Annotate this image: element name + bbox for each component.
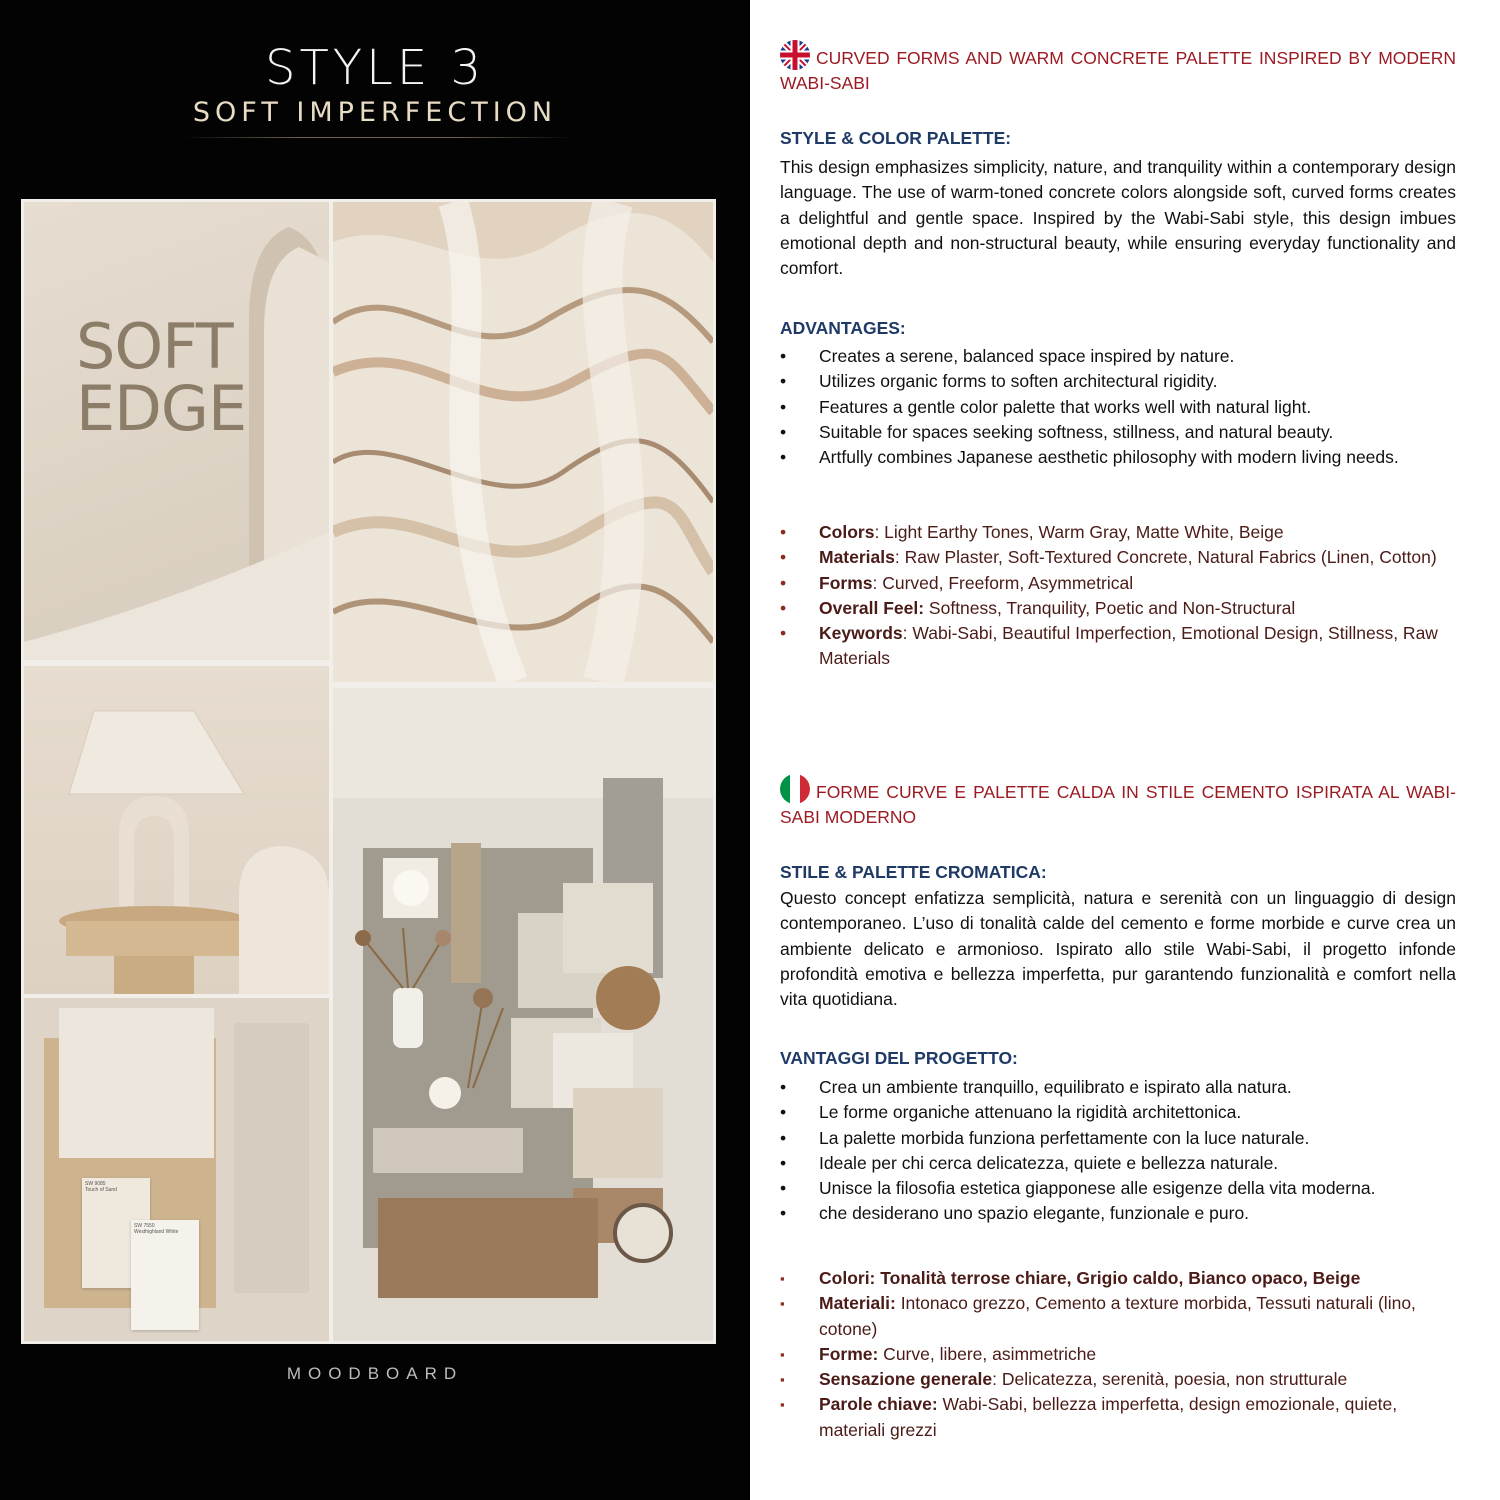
title-divider bbox=[182, 137, 572, 138]
list-item: • Le forme organiche attenuano la rigidità architettonica. bbox=[780, 1102, 1242, 1123]
italian-palette-text: Questo concept enfatizza semplicità, natura e serenità con un linguaggio di design contemporaneo. L’uso di tonalità calde del cemento e forme morbide e curve crea un ambiente delicato e armonioso. Ispirato allo stile Wabi-Sabi, il progetto infonde profondità emotiva e bellezza imperfetta, pur garantendo funzionalità e comfort nella vita quotidiana. bbox=[780, 888, 1456, 1010]
soft-edge-image bbox=[24, 202, 329, 660]
list-item: • Materials: Raw Plaster, Soft-Textured Concrete, Natural Fabrics (Linen, Cotton) bbox=[780, 547, 1437, 568]
list-item: • Ideale per chi cerca delicatezza, quiete e bellezza naturale. bbox=[780, 1152, 1279, 1173]
list-item: ▪ Parole chiave: Wabi-Sabi, bellezza imperfetta, design emozionale, quiete, materiali grezzi bbox=[780, 1394, 1398, 1440]
italian-palette-title: STILE & PALETTE CROMATICA: bbox=[780, 862, 1047, 882]
list-item: • Forms: Curved, Freeform, Asymmetrical bbox=[780, 572, 1134, 593]
swatch-westhighland-white: SW 7550 Westhighland White bbox=[131, 1220, 199, 1330]
swatch-touch-of-sand: SW 9085 Touch of Sand bbox=[82, 1178, 150, 1288]
list-item: • La palette morbida funziona perfettamente con la luce naturale. bbox=[780, 1127, 1310, 1148]
italian-heading: FORME CURVE E PALETTE CALDA IN STILE CEMENTO ISPIRATA AL WABI-SABI MODERNO bbox=[780, 774, 1456, 831]
list-item: • Keywords: Wabi-Sabi, Beautiful Imperfection, Emotional Design, Stillness, Raw Materials bbox=[780, 623, 1438, 669]
soft-edge-text-2: EDGE bbox=[76, 372, 247, 445]
moodboard-collage bbox=[21, 199, 716, 1344]
flat-lay-image bbox=[333, 688, 713, 1341]
italy-flag-icon bbox=[780, 774, 810, 804]
list-item: • che desiderano uno spazio elegante, funzionale e puro. bbox=[780, 1203, 1250, 1224]
english-palette-text: This design emphasizes simplicity, nature, and tranquility within a contemporary design language. The use of warm-toned concrete colors alongside soft, curved forms creates a delightful and gentle space. Inspired by the Wabi-Sabi style, this design imbues emotional depth and non-structural beauty, while ensuring everyday functionality and comfort. bbox=[780, 157, 1456, 279]
list-item: • Overall Feel: Softness, Tranquility, Poetic and Non-Structural bbox=[780, 597, 1296, 618]
moodboard-caption: MOODBOARD bbox=[286, 1364, 464, 1383]
list-item: ▪ Forme: Curve, libere, asimmetriche bbox=[780, 1343, 1097, 1364]
list-item: ▪ Colori: Tonalità terrose chiare, Grigio caldo, Bianco opaco, Beige bbox=[780, 1268, 1361, 1288]
italian-specs-list bbox=[780, 1266, 1456, 1443]
soft-edge-text-1: SOFT bbox=[76, 310, 233, 383]
list-item: • Crea un ambiente tranquillo, equilibrato e ispirato alla natura. bbox=[780, 1077, 1292, 1097]
list-item: • Artfully combines Japanese aesthetic philosophy with modern living needs. bbox=[780, 447, 1399, 468]
list-item: • Features a gentle color palette that works well with natural light. bbox=[780, 396, 1312, 417]
english-palette-title: STYLE & COLOR PALETTE: bbox=[780, 128, 1012, 148]
material-swatches-image bbox=[24, 998, 329, 1341]
plaster-relief-image bbox=[333, 202, 713, 682]
english-specs-list bbox=[780, 520, 1456, 672]
list-item: • Suitable for spaces seeking softness, stillness, and natural beauty. bbox=[780, 421, 1334, 442]
italian-advantages-list bbox=[780, 1075, 1456, 1227]
english-advantages-title: ADVANTAGES: bbox=[780, 318, 906, 338]
list-item: ▪ Materiali: Intonaco grezzo, Cemento a texture morbida, Tessuti naturali (lino, cotone) bbox=[780, 1293, 1416, 1339]
list-item: • Creates a serene, balanced space inspired by nature. bbox=[780, 346, 1235, 366]
italian-advantages-title: VANTAGGI DEL PROGETTO: bbox=[780, 1048, 1018, 1068]
list-item: • Colors: Light Earthy Tones, Warm Gray, Matte White, Beige bbox=[780, 522, 1284, 542]
list-item: ▪ Sensazione generale: Delicatezza, serenità, poesia, non strutturale bbox=[780, 1369, 1348, 1390]
list-item: • Utilizes organic forms to soften architectural rigidity. bbox=[780, 371, 1218, 392]
style-title: STYLE 3 bbox=[265, 40, 485, 96]
list-item: • Unisce la filosofia estetica giapponese alle esigenze della vita moderna. bbox=[780, 1178, 1376, 1199]
english-heading: CURVED FORMS AND WARM CONCRETE PALETTE INSPIRED BY MODERN WABI-SABI bbox=[780, 40, 1456, 97]
english-advantages-list bbox=[780, 344, 1456, 470]
uk-flag-icon bbox=[780, 40, 810, 70]
lamp-image bbox=[24, 666, 329, 994]
style-subtitle: SOFT IMPERFECTION bbox=[192, 97, 558, 128]
